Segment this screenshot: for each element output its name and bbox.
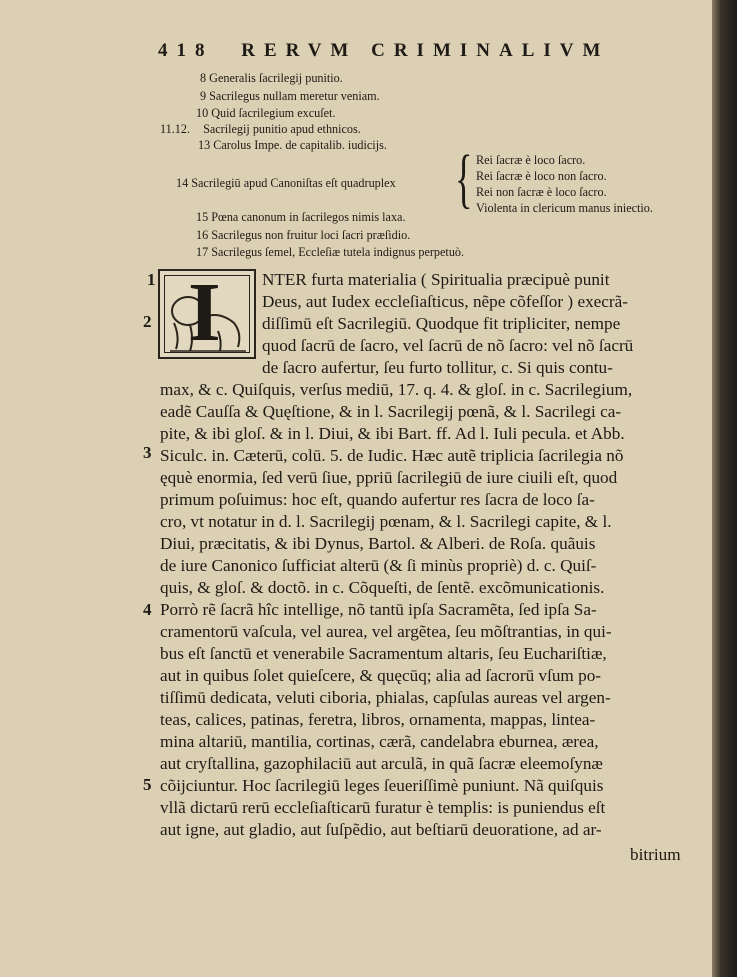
summary-number: 16 — [196, 228, 209, 242]
text-line: aut in quibus ſolet quieſcere, & quęcūq; alia ad ſacrorū vſum po- — [160, 666, 602, 685]
summary-number: 15 — [196, 210, 209, 224]
text-line: ęquè enormia, ſed verū ſiue, ppriū ſacrilegiū de iure ciuili eſt, quod — [160, 468, 618, 487]
brace-item: Rei non ſacræ è loco ſacro. — [476, 185, 607, 199]
text-line: Porrò rẽ ſacrã hîc intellige, nõ tantū ipſa Sacramẽta, ſed ipſa Sa- — [160, 600, 597, 619]
margin-number: 5 — [143, 775, 152, 794]
text-line: Deus, aut Iudex eccleſiaſticus, nẽpe cõfeſſor ) execrã- — [262, 292, 628, 311]
text-line: pite, & ibi gloſ. & in l. Diui, & ibi Bart. ff. Ad l. Iuli pecula. et Abb. — [160, 424, 625, 443]
brace-item: Rei ſacræ è loco ſacro. — [476, 153, 586, 167]
text-line: mina altariū, mantilia, cortinas, cærã, candelabra eburnea, ærea, — [160, 732, 599, 751]
decorated-initial — [158, 266, 256, 359]
summary-line — [160, 122, 361, 137]
book-binding-gutter — [712, 0, 737, 977]
summary-text: Carolus Impe. de capitalib. iudicijs. — [213, 138, 387, 152]
margin-number: 1 — [147, 270, 156, 289]
summary-number: 17 — [196, 245, 209, 259]
text-line: de iure Canonico ſufficiat alterū (& ſi minùs propriè) d. c. Quiſ- — [160, 556, 597, 575]
text-line: NTER furta materialia ( Spiritualia præcipuè punit — [262, 270, 610, 289]
summary-text: Sacrilegus nullam meretur veniam. — [209, 89, 380, 103]
text-line: Siculc. in. Cæterū, colū. 5. de Iudic. Hæc autẽ triplicia ſacrilegia nõ — [160, 446, 624, 465]
text-line: quod ſacrū de ſacro, vel ſacrū de nõ ſacro: vel nõ ſacrū — [262, 336, 634, 355]
text-line: primum poſuimus: hoc eſt, quando aufertur res ſacra de loco ſa- — [160, 490, 595, 509]
curly-brace: { — [455, 142, 473, 215]
summary-text: Sacrilegiū apud Canoniſtas eſt quadruplex — [191, 176, 396, 190]
text-line: teas, calices, patinas, feretra, libros, ornamenta, mappas, lintea- — [160, 710, 596, 729]
summary-line — [198, 138, 387, 153]
margin-number: 3 — [143, 443, 152, 462]
summary-text: Generalis ſacrilegij punitio. — [209, 71, 343, 85]
text-line: tiſſimū dedicata, veluti ciboria, phialas, capſulas aureas vel argen- — [160, 688, 611, 707]
text-line: vllã dictarū rerū eccleſiaſticarū furatur è templis: is puniendus eſt — [160, 798, 606, 817]
summary-number: 9 — [200, 89, 207, 103]
summary-text: Sacrilegus non fruitur loci ſacri præſidio. — [211, 228, 411, 242]
summary-number: 8 — [200, 71, 207, 85]
page-number: 418 — [158, 40, 214, 61]
summary-number: 14 — [176, 176, 189, 190]
page-title: RERVM CRIMINALIVM — [241, 40, 610, 61]
summary-text: Sacrilegus ſemel, Eccleſiæ tutela indignus perpetuò. — [211, 245, 465, 259]
initial-letter: I — [188, 266, 221, 359]
text-line: quis, & gloſ. & doctõ. in c. Cõqueſti, de ſentẽ. excõmunicationis. — [160, 578, 605, 597]
brace-item: Rei ſacræ è loco non ſacro. — [476, 169, 607, 183]
text-line: de ſacro aufertur, ſeu furto tollitur, c. Si quis contu- — [262, 358, 613, 377]
summary-text: Sacrilegij punitio apud ethnicos. — [203, 122, 361, 136]
summary-line — [196, 245, 464, 260]
summary-line — [196, 228, 410, 243]
text-line: max, & c. Quiſquis, verſus mediū, 17. q. 4. & gloſ. in c. Sacrilegium, — [160, 380, 633, 399]
text-line: cõijciuntur. Hoc ſacrilegiū leges ſeueriſſimè puniunt. Nã quiſquis — [160, 776, 604, 795]
text-line: eadẽ Cauſſa & Quęſtione, & in l. Sacrilegij pœnã, & l. Sacrilegi ca- — [160, 402, 622, 421]
running-head — [158, 40, 609, 62]
brace-item: Violenta in clericum manus iniectio. — [476, 201, 653, 215]
summary-line — [200, 89, 380, 104]
summary-line — [176, 176, 396, 191]
text-line: Diui, præcitatis, & ibi Dynus, Bartol. & Alberi. de Roſa. quãuis — [160, 534, 596, 553]
text-line: diſſimū eſt Sacrilegiū. Quodque fit tripliciter, nempe — [262, 314, 621, 333]
catchword: bitrium — [630, 845, 681, 864]
text-line: bus eſt ſanctū et venerabile Sacramentum altaris, ſeu Euchariſtiæ, — [160, 644, 607, 663]
text-line: cramentorū vaſcula, vel aurea, vel argẽtea, ſeu mõſtrantias, in qui- — [160, 622, 612, 641]
summary-number: 13 — [198, 138, 211, 152]
summary-text: Pœna canonum in ſacrilegos nimis laxa. — [211, 210, 406, 224]
summary-line — [196, 106, 335, 121]
summary-line — [196, 210, 406, 225]
text-line: aut igne, aut gladio, aut ſuſpẽdio, aut beſtiarū deuoratione, ad ar- — [160, 820, 602, 839]
margin-number: 2 — [143, 312, 152, 331]
summary-text: Quid ſacrilegium excuſet. — [211, 106, 336, 120]
summary-number: 11.12. — [160, 122, 191, 136]
summary-line — [200, 71, 343, 86]
summary-number: 10 — [196, 106, 209, 120]
text-line: cro, vt notatur in d. l. Sacrilegij pœnam, & l. Sacrilegi capite, & l. — [160, 512, 612, 531]
margin-number: 4 — [143, 600, 152, 619]
text-line: aut cryſtallina, gazophilaciū aut arculã, in quã ſacræ eleemoſynæ — [160, 754, 603, 773]
